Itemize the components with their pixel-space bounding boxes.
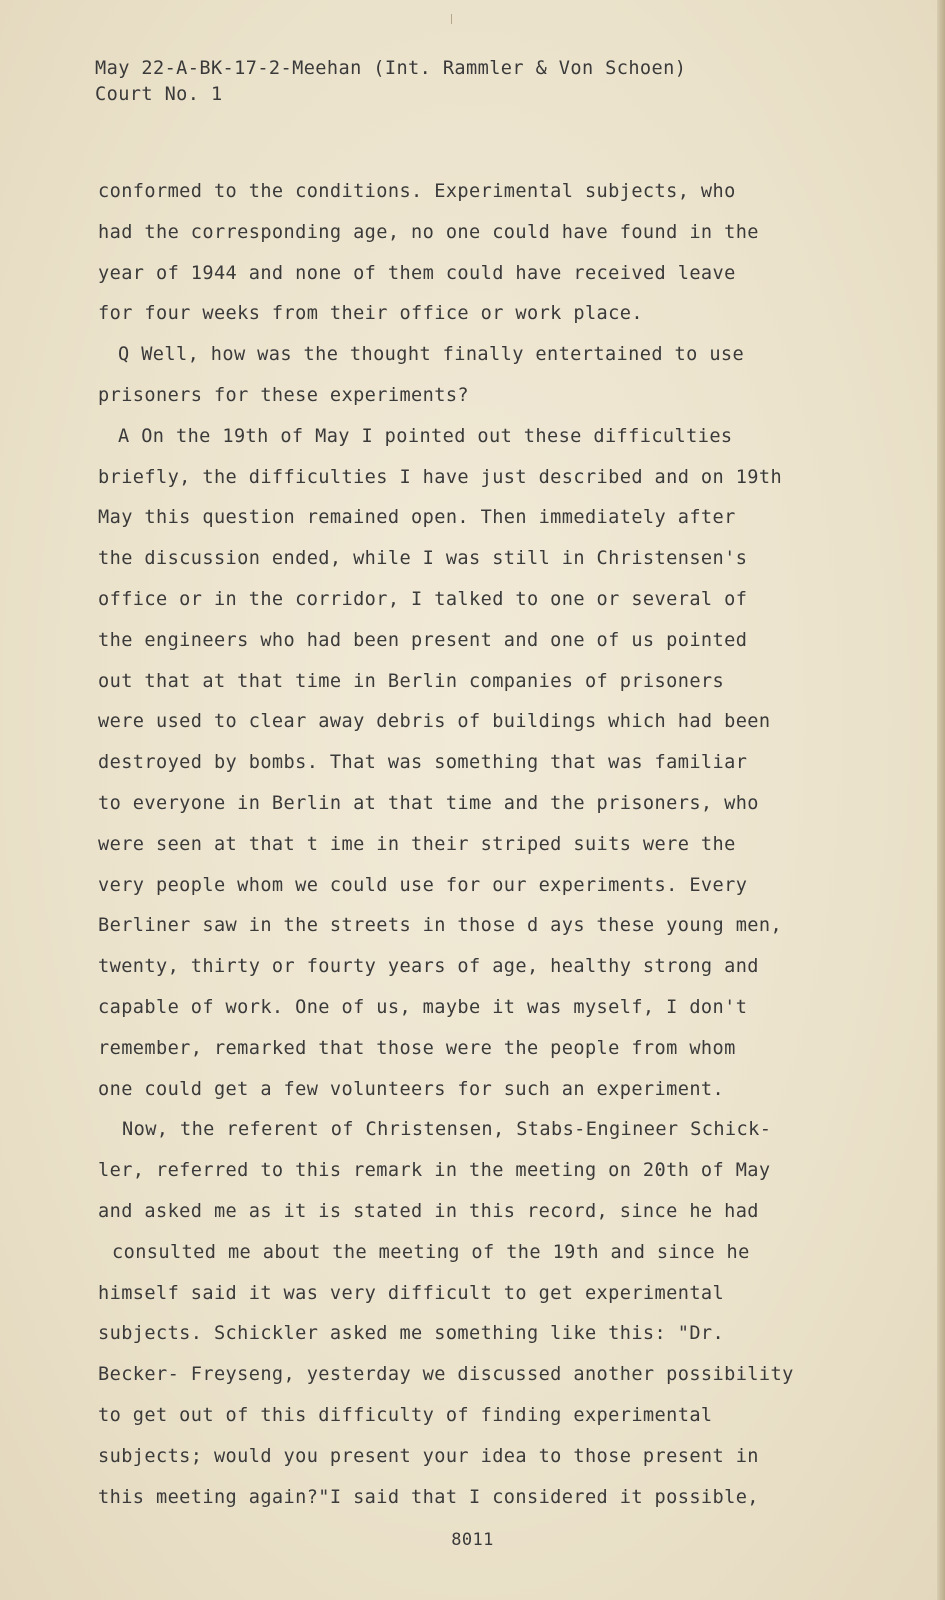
header-line-1: May 22-A-BK-17-2-Meehan (Int. Rammler & Von Schoen) [95, 58, 687, 79]
page-number: 8011 [451, 1530, 494, 1550]
text-line: the engineers who had been present and one of us pointed [98, 629, 748, 651]
text-line: May this question remained open. Then immediately after [98, 507, 736, 529]
text-line: to everyone in Berlin at that time and the prisoners, who [98, 792, 759, 814]
text-line: remember, remarked that those were the people from whom [98, 1037, 736, 1059]
text-line: office or in the corridor, I talked to one or several of [98, 588, 748, 610]
text-line: ler, referred to this remark in the meeting on 20th of May [98, 1160, 771, 1182]
text-line: destroyed by bombs. That was something that was familiar [98, 752, 748, 774]
text-line: and asked me as it is stated in this record, since he had [98, 1200, 759, 1222]
text-line: out that at that time in Berlin companies of prisoners [98, 670, 725, 692]
text-line: subjects; would you present your idea to those present in [98, 1445, 759, 1467]
text-line: prisoners for these experiments? [98, 384, 470, 406]
text-line: one could get a few volunteers for such an experiment. [98, 1078, 725, 1100]
text-line: conformed to the conditions. Experimental subjects, who [98, 181, 736, 202]
transcript-body [98, 172, 888, 1518]
paragraph-start-line: Now, the referent of Christensen, Stabs-Engineer Schick- [122, 1119, 772, 1141]
text-line: Berliner saw in the streets in those d ays these young men, [98, 915, 783, 937]
page-edge [937, 0, 945, 1600]
text-line: to get out of this difficulty of finding experimental [98, 1404, 713, 1426]
text-line: consulted me about the meeting of the 19th and since he [112, 1241, 750, 1263]
text-line: briefly, the difficulties I have just described and on 19th [98, 466, 783, 488]
header-line-2: Court No. 1 [95, 84, 223, 105]
text-line: twenty, thirty or fourty years of age, healthy strong and [98, 956, 759, 978]
text-line: had the corresponding age, no one could have found in the [98, 221, 759, 243]
text-line: were used to clear away debris of buildings which had been [98, 711, 771, 733]
text-line: capable of work. One of us, maybe it was myself, I don't [98, 996, 748, 1018]
margin-mark [451, 14, 452, 24]
text-line: very people whom we could use for our experiments. Every [98, 874, 748, 896]
text-line: year of 1944 and none of them could have received leave [98, 262, 736, 284]
text-line: this meeting again?"I said that I considered it possible, [98, 1486, 759, 1508]
question-line: Q Well, how was the thought finally entertained to use [118, 344, 745, 366]
document-header [95, 56, 875, 108]
text-line: were seen at that t ime in their striped suits were the [98, 833, 736, 855]
text-line: Becker- Freyseng, yesterday we discussed another possibility [98, 1364, 794, 1386]
text-line: for four weeks from their office or work place. [98, 303, 643, 325]
text-line: the discussion ended, while I was still in Christensen's [98, 548, 748, 570]
text-line: himself said it was very difficult to get experimental [98, 1282, 725, 1304]
answer-line: A On the 19th of May I pointed out these difficulties [118, 425, 733, 447]
text-line: subjects. Schickler asked me something like this: "Dr. [98, 1323, 725, 1345]
